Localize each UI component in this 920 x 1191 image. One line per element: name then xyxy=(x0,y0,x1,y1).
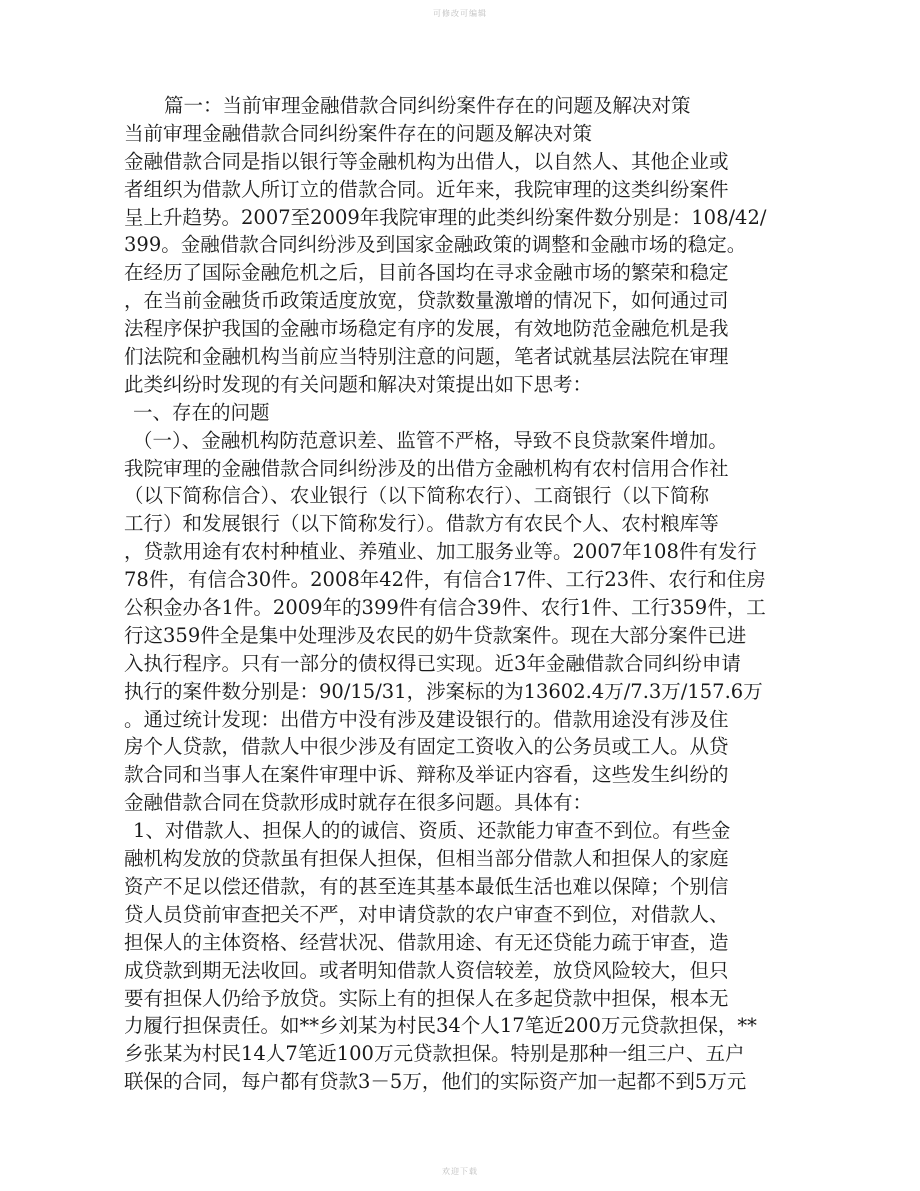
paragraph-line: 在经历了国际金融危机之后，目前各国均在寻求金融市场的繁荣和稳定 xyxy=(124,261,729,285)
paragraph-line: 入执行程序。只有一部分的债权得已实现。近3年金融借款合同纠纷申请 xyxy=(124,651,741,675)
paragraph-line: 融机构发放的贷款虽有担保人担保，但相当部分借款人和担保人的家庭 xyxy=(124,847,729,871)
paragraph-line: 呈上升趋势。2007至2009年我院审理的此类纠纷案件数分别是：108/42/ xyxy=(124,205,767,229)
paragraph-line: 金融借款合同在贷款形成时就存在很多问题。具体有： xyxy=(124,791,593,815)
paragraph-line: 法程序保护我国的金融市场稳定有序的发展，有效地防范金融危机是我 xyxy=(124,317,729,341)
list-item-heading: 1、对借款人、担保人的的诚信、资质、还款能力审查不到位。有些金 xyxy=(133,819,731,843)
paragraph-line: 金融借款合同是指以银行等金融机构为出借人，以自然人、其他企业或 xyxy=(124,149,729,173)
header-watermark: 可修改可编辑 xyxy=(433,9,487,18)
paragraph-line: 公积金办各1件。2009年的399件有信合39件、农行1件、工行359件，工 xyxy=(124,596,766,620)
paragraph-line: 399。金融借款合同纠纷涉及到国家金融政策的调整和金融市场的稳定。 xyxy=(124,233,747,257)
paragraph-line: 此类纠纷时发现的有关问题和解决对策提出如下思考： xyxy=(124,372,593,396)
paragraph-line: 。通过统计发现：出借方中没有涉及建设银行的。借款用途没有涉及住 xyxy=(124,707,729,731)
article-heading: 篇一：当前审理金融借款合同纠纷案件存在的问题及解决对策 xyxy=(164,94,691,117)
paragraph-line: （以下简称信合）、农业银行（以下简称农行）、工商银行（以下简称 xyxy=(124,484,710,508)
paragraph-line: 乡张某为村民14人7笔近100万元贷款担保。特别是那种一组三户、五户 xyxy=(124,1042,745,1066)
footer-watermark: 欢迎下载 xyxy=(442,1167,478,1176)
paragraph-line: 联保的合同，每户都有贷款3－5万，他们的实际资产加一起都不到5万元 xyxy=(124,1070,747,1094)
paragraph-line: 我院审理的金融借款合同纠纷涉及的出借方金融机构有农村信用合作社 xyxy=(124,456,729,480)
paragraph-line: 贷人员贷前审查把关不严，对申请贷款的农户审查不到位，对借款人、 xyxy=(124,902,729,926)
paragraph-line: 款合同和当事人在案件审理中诉、辩称及举证内容看，这些发生纠纷的 xyxy=(124,763,729,787)
paragraph-line: 成贷款到期无法收回。或者明知借款人资信较差，放贷风险较大，但只 xyxy=(124,958,729,982)
subsection-heading: （一）、金融机构防范意识差、监管不严格，导致不良贷款案件增加。 xyxy=(133,428,728,452)
article-title: 当前审理金融借款合同纠纷案件存在的问题及解决对策 xyxy=(124,121,593,145)
paragraph-line: 工行）和发展银行（以下简称发行）。借款方有农民个人、农村粮库等 xyxy=(124,512,719,536)
paragraph-line: 78件，有信合30件。2008年42件，有信合17件、工行23件、农行和住房 xyxy=(124,568,766,592)
paragraph-line: 资产不足以偿还借款，有的甚至连其基本最低生活也难以保障；个别信 xyxy=(124,874,729,898)
paragraph-line: 者组织为借款人所订立的借款合同。近年来，我院审理的这类纠纷案件 xyxy=(124,177,729,201)
document-body xyxy=(124,92,796,1096)
paragraph-line: ，在当前金融货币政策适度放宽，贷款数量激增的情况下，如何通过司 xyxy=(124,289,729,313)
paragraph-line: 要有担保人仍给予放贷。实际上有的担保人在多起贷款中担保，根本无 xyxy=(124,986,729,1010)
paragraph-line: 们法院和金融机构当前应当特别注意的问题，笔者试就基层法院在审理 xyxy=(124,345,729,369)
paragraph-line: ，贷款用途有农村种植业、养殖业、加工服务业等。2007年108件有发行 xyxy=(124,540,757,564)
paragraph-line: 行这359件全是集中处理涉及农民的奶牛贷款案件。现在大部分案件已进 xyxy=(124,623,747,647)
paragraph-line: 执行的案件数分别是：90/15/31，涉案标的为13602.4万/7.3万/157.6万 xyxy=(124,679,763,703)
paragraph-line: 力履行担保责任。如**乡刘某为村民34个人17笔近200万元贷款担保，** xyxy=(124,1014,757,1038)
paragraph-line: 担保人的主体资格、经营状况、借款用途、有无还贷能力疏于审查，造 xyxy=(124,930,729,954)
section-heading: 一、存在的问题 xyxy=(133,400,270,424)
paragraph-line: 房个人贷款，借款人中很少涉及有固定工资收入的公务员或工人。从贷 xyxy=(124,735,729,759)
